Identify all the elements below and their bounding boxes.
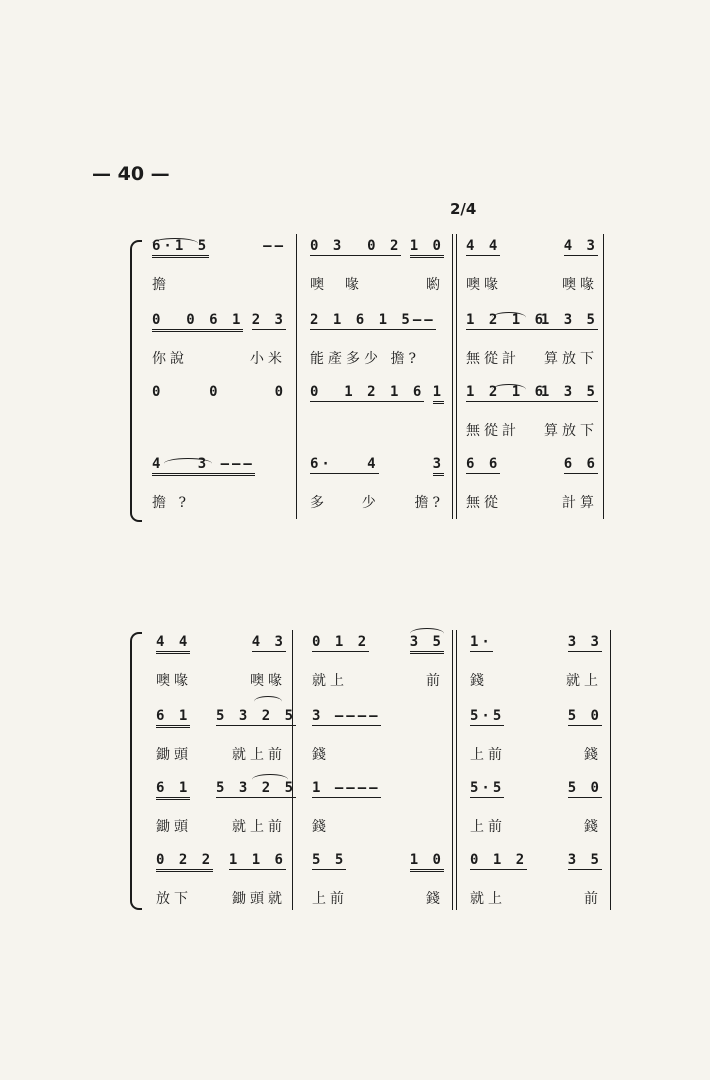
- note-group: 6 6: [466, 456, 501, 472]
- note-group: 1 2 1 6: [466, 384, 547, 400]
- note-group: 5 3 2 5: [216, 708, 297, 724]
- note-group: 5·5: [470, 780, 505, 796]
- note-group: 3 5: [392, 634, 444, 656]
- note-group: [400, 312, 444, 334]
- note-group: 6 6: [563, 456, 598, 472]
- lyric-text: [230, 492, 286, 514]
- lyric-text: 鋤頭: [156, 819, 192, 835]
- lyric-text: 擔?: [414, 495, 444, 511]
- lyric-text: 噢喙: [156, 673, 192, 689]
- lyric-row: [130, 420, 610, 442]
- note-group: 1 1 6: [228, 852, 286, 868]
- note-group: 1: [400, 384, 444, 406]
- page-number: — 40 —: [92, 163, 170, 185]
- lyric-text: 錢: [312, 819, 330, 835]
- lyric-text: 多 少: [310, 495, 380, 511]
- note-group: 6·1 5: [152, 238, 209, 260]
- lyric-text: 算放下: [544, 351, 598, 367]
- note-group: 4 4: [156, 634, 190, 656]
- lyric-text: 能產多少 擔?: [310, 351, 420, 367]
- lyric-text: 噢喙: [466, 277, 502, 293]
- notation-row: [130, 852, 610, 874]
- lyric-text: [230, 420, 286, 442]
- note-group: 3 ————: [312, 708, 381, 724]
- slur-mark: [254, 696, 282, 707]
- note-group: 0 3 0 2: [310, 238, 402, 254]
- lyric-text: 就上前: [232, 819, 286, 835]
- note-group: [392, 780, 444, 802]
- lyric-text: 上前: [470, 819, 506, 835]
- note-group: 1 3 5: [540, 312, 598, 328]
- note-group: 3 5: [567, 852, 602, 868]
- barline: [610, 630, 611, 910]
- lyric-text: 噢 喙: [310, 277, 363, 293]
- note-group: 0 1 2: [470, 852, 528, 868]
- lyric-text: 你說: [152, 351, 188, 367]
- note-group: 5·5: [470, 708, 505, 724]
- note-group: 0 0 6 1: [152, 312, 243, 334]
- note-group: 1 2 1 6: [466, 312, 547, 328]
- lyric-text: 上前: [312, 891, 348, 907]
- note-group: 6 1: [156, 780, 190, 802]
- lyric-text: 就上前: [232, 747, 286, 763]
- notation-row: [130, 708, 610, 730]
- note-group: 3: [400, 456, 444, 478]
- notation-row: [130, 456, 610, 478]
- lyric-row: [130, 888, 610, 910]
- note-group: ——: [263, 238, 286, 254]
- note-group: 6· 4: [310, 456, 379, 472]
- lyric-text: 就上: [470, 891, 506, 907]
- lyric-text: 就上: [566, 673, 602, 689]
- note-group: 6 1: [156, 708, 190, 730]
- lyric-text: 無從計: [466, 423, 520, 439]
- note-group: 1 0: [400, 238, 444, 260]
- lyric-text: 錢: [584, 747, 602, 763]
- note-group: 5 5: [312, 852, 347, 868]
- lyric-text: 計算: [562, 495, 598, 511]
- lyric-text: 錢: [584, 819, 602, 835]
- note-group: 1 0: [392, 852, 444, 874]
- lyric-text: 算放下: [544, 423, 598, 439]
- lyric-text: 噢喙: [562, 277, 598, 293]
- note-group: 2 1 6 1 5——: [310, 312, 436, 328]
- lyric-row: [130, 348, 610, 370]
- notation-row: [130, 312, 610, 334]
- notation-row: [130, 634, 610, 656]
- lyric-text: [230, 274, 286, 296]
- note-group: 5 3 2 5: [216, 780, 297, 796]
- lyric-text: 放下: [156, 891, 192, 907]
- lyric-row: [130, 744, 610, 766]
- lyric-text: 前: [426, 673, 444, 689]
- note-group: [392, 708, 444, 730]
- lyric-text: 無從計: [466, 351, 520, 367]
- lyric-text: 擔 ?: [152, 495, 190, 511]
- lyric-text: 錢: [312, 747, 330, 763]
- lyric-text: 噢喙: [250, 673, 286, 689]
- notation-row: [130, 238, 610, 260]
- note-group: 4 3: [251, 634, 286, 650]
- note-group: [230, 456, 286, 478]
- note-group: 5 0: [567, 780, 602, 796]
- note-group: 0 2 2: [156, 852, 213, 874]
- lyric-text: 就上: [312, 673, 348, 689]
- lyric-row: [130, 816, 610, 838]
- lyric-text: 擔: [152, 277, 170, 293]
- lyric-text: [400, 348, 444, 370]
- lyric-text: [400, 420, 444, 442]
- lyric-text: 鋤頭就: [232, 891, 286, 907]
- notation-row: [130, 780, 610, 802]
- lyric-row: [130, 670, 610, 692]
- lyric-row: [130, 274, 610, 296]
- notation-row: [130, 384, 610, 406]
- score-system-1: [130, 232, 610, 522]
- note-group: 1·: [470, 634, 493, 650]
- score-system-2: [130, 628, 610, 910]
- lyric-row: [130, 492, 610, 514]
- note-group: 4 4: [466, 238, 501, 254]
- note-group: 1 3 5: [540, 384, 598, 400]
- note-group: 0: [274, 384, 286, 400]
- note-group: 1 ————: [312, 780, 381, 796]
- note-group: 4 3 ———: [152, 456, 255, 478]
- lyric-text: 小米: [250, 351, 286, 367]
- note-group: 2 3: [251, 312, 286, 328]
- time-signature: 2/4: [450, 200, 477, 218]
- lyric-text: 上前: [470, 747, 506, 763]
- lyric-text: 錢: [470, 673, 488, 689]
- note-group: 3 3: [567, 634, 602, 650]
- lyric-text: [392, 816, 444, 838]
- lyric-text: 喲: [426, 277, 444, 293]
- lyric-text: 鋤頭: [156, 747, 192, 763]
- note-group: 4 3: [563, 238, 598, 254]
- note-group: 0 0: [152, 384, 221, 400]
- lyric-text: [392, 744, 444, 766]
- note-group: 0 1 2 1 6: [310, 384, 425, 400]
- lyric-text: 無從: [466, 495, 502, 511]
- lyric-text: 錢: [426, 891, 444, 907]
- lyric-text: 前: [584, 891, 602, 907]
- note-group: 5 0: [567, 708, 602, 724]
- note-group: 0 1 2: [312, 634, 370, 650]
